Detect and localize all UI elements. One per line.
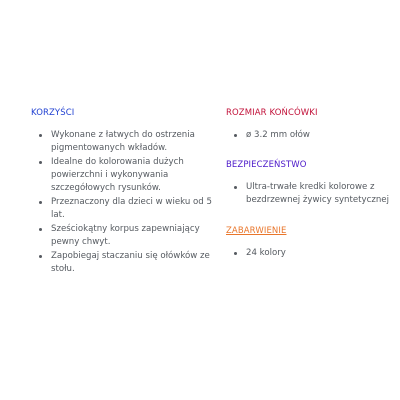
benefits-column: [31, 107, 221, 277]
colors-list: [226, 247, 396, 260]
list-item: ø 3.2 mm ołów: [226, 129, 396, 142]
list-item: Idealne do kolorowania dużych powierzchni i wykonywania szczegółowych rysunków.: [31, 156, 221, 195]
tip-size-list: [226, 129, 396, 142]
benefits-heading: KORZYŚCI: [31, 108, 75, 118]
list-item: Wykonane z łatwych do ostrzenia pigmentowanych wkładów.: [31, 129, 221, 155]
list-item: Zapobiegaj staczaniu się ołówków ze stołu.: [31, 250, 221, 276]
tip-size-heading: ROZMIAR KOŃCÓWKI: [226, 108, 318, 118]
list-item: Przeznaczony dla dzieci w wieku od 5 lat.: [31, 196, 221, 222]
colors-heading: ZABARWIENIE: [226, 226, 287, 236]
list-item: Sześciokątny korpus zapewniający pewny chwyt.: [31, 223, 221, 249]
specs-column: [226, 107, 396, 261]
safety-list: [226, 181, 396, 207]
list-item: Ultra-trwałe kredki kolorowe z bezdrzewnej żywicy syntetycznej: [226, 181, 396, 207]
benefits-list: [31, 129, 221, 276]
list-item: 24 kolory: [226, 247, 396, 260]
safety-heading: BEZPIECZEŃSTWO: [226, 160, 307, 170]
